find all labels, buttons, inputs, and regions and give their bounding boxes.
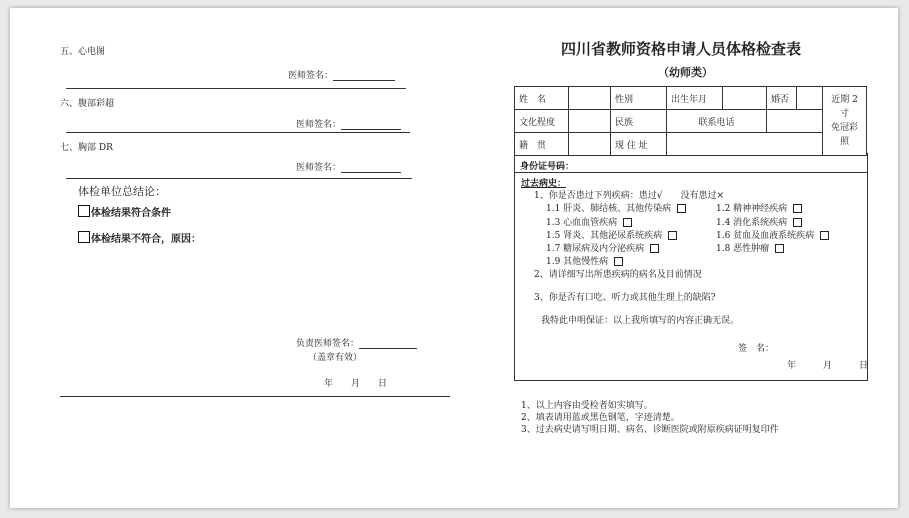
input-marital[interactable] bbox=[797, 87, 823, 110]
label-ethnic: 民族 bbox=[611, 110, 667, 133]
history-title: 过去病史： bbox=[521, 179, 567, 189]
question-1: 1、你是否患过下列疾病：患过√ 没有患过× bbox=[534, 191, 725, 201]
divider bbox=[66, 88, 406, 89]
label-birth: 出生年月 bbox=[667, 87, 723, 110]
divider bbox=[60, 396, 450, 397]
chest-doctor-sign: 医师签名： bbox=[296, 160, 401, 173]
label-marital: 婚否 bbox=[767, 87, 797, 110]
disease-1-3[interactable]: 1.3 心血血管疾病 bbox=[546, 215, 632, 228]
section-chest-dr: 七、胸部 DR bbox=[60, 143, 113, 153]
label-address: 现 住 址 bbox=[611, 133, 667, 156]
conclusion-title: 体检单位总结论： bbox=[78, 185, 166, 198]
divider bbox=[66, 178, 412, 179]
seal-note: （盖章有效） bbox=[308, 353, 363, 363]
input-phone[interactable] bbox=[767, 110, 823, 133]
note-3: 3、过去病史请写明日期、病名、诊断医院或附原疾病证明复印件 bbox=[521, 425, 779, 435]
id-number-label: 身份证号码： bbox=[520, 162, 575, 172]
checkbox-pass[interactable] bbox=[78, 205, 90, 217]
ultrasound-doctor-sign: 医师签名： bbox=[296, 117, 401, 130]
disease-1-4[interactable]: 1.4 消化系统疾病 bbox=[716, 215, 802, 228]
document-sheet bbox=[10, 8, 898, 508]
label-education: 文化程度 bbox=[515, 110, 569, 133]
label-gender: 性别 bbox=[611, 87, 667, 110]
section-ultrasound: 六、腹部彩超 bbox=[60, 99, 115, 109]
disease-1-6[interactable]: 1.6 贫血及血液系统疾病 bbox=[716, 228, 829, 241]
left-date: 年 月 日 bbox=[324, 379, 388, 389]
note-2: 2、填表请用蓝或黑色钢笔，字迹清楚。 bbox=[521, 413, 680, 423]
disease-1-1[interactable]: 1.1 肝炎、肺结核、其他传染病 bbox=[546, 201, 686, 214]
checkbox-fail[interactable] bbox=[78, 231, 90, 243]
disease-1-7[interactable]: 1.7 糖尿病及内分泌疾病 bbox=[546, 241, 659, 254]
applicant-info-table bbox=[514, 86, 867, 156]
label-name: 姓 名 bbox=[515, 87, 569, 110]
disease-1-8[interactable]: 1.8 恶性肿瘤 bbox=[716, 241, 784, 254]
form-title: 四川省教师资格申请人员体格检查表 bbox=[561, 40, 802, 58]
label-origin: 籍 贯 bbox=[515, 133, 569, 156]
divider bbox=[514, 172, 868, 173]
right-date: 年 月 日 bbox=[787, 361, 869, 371]
chief-doctor-sign: 负责医师签名： bbox=[296, 336, 417, 349]
pledge-text: 我特此申明保证：以上我所填写的内容正确无误。 bbox=[541, 316, 740, 326]
photo-box[interactable]: 近期 2 寸 免冠彩照 bbox=[823, 87, 867, 156]
input-education[interactable] bbox=[569, 110, 611, 133]
question-2: 2、请详细写出所患疾病的病名及目前情况 bbox=[534, 270, 702, 280]
disease-1-2[interactable]: 1.2 精神神经疾病 bbox=[716, 201, 802, 214]
option-pass[interactable]: 体检结果符合条件 bbox=[78, 204, 171, 219]
option-fail[interactable]: 体检结果不符合，原因： bbox=[78, 230, 201, 245]
form-subtitle: （幼师类） bbox=[658, 66, 713, 79]
disease-1-5[interactable]: 1.5 肾炎、其他泌尿系统疾病 bbox=[546, 228, 677, 241]
disease-1-9[interactable]: 1.9 其他慢性病 bbox=[546, 254, 623, 267]
ecg-doctor-sign: 医师签名： bbox=[288, 68, 395, 81]
question-3: 3、你是否有口吃、听力或其他生理上的缺陷? bbox=[534, 293, 716, 303]
applicant-sign: 签 名： bbox=[738, 344, 775, 354]
input-birth[interactable] bbox=[723, 87, 767, 110]
label-phone: 联系电话 bbox=[667, 110, 767, 133]
input-name[interactable] bbox=[569, 87, 611, 110]
section-ecg: 五、心电图 bbox=[60, 47, 106, 57]
note-1: 1、以上内容由受检者如实填写。 bbox=[521, 401, 653, 411]
divider bbox=[66, 132, 410, 133]
